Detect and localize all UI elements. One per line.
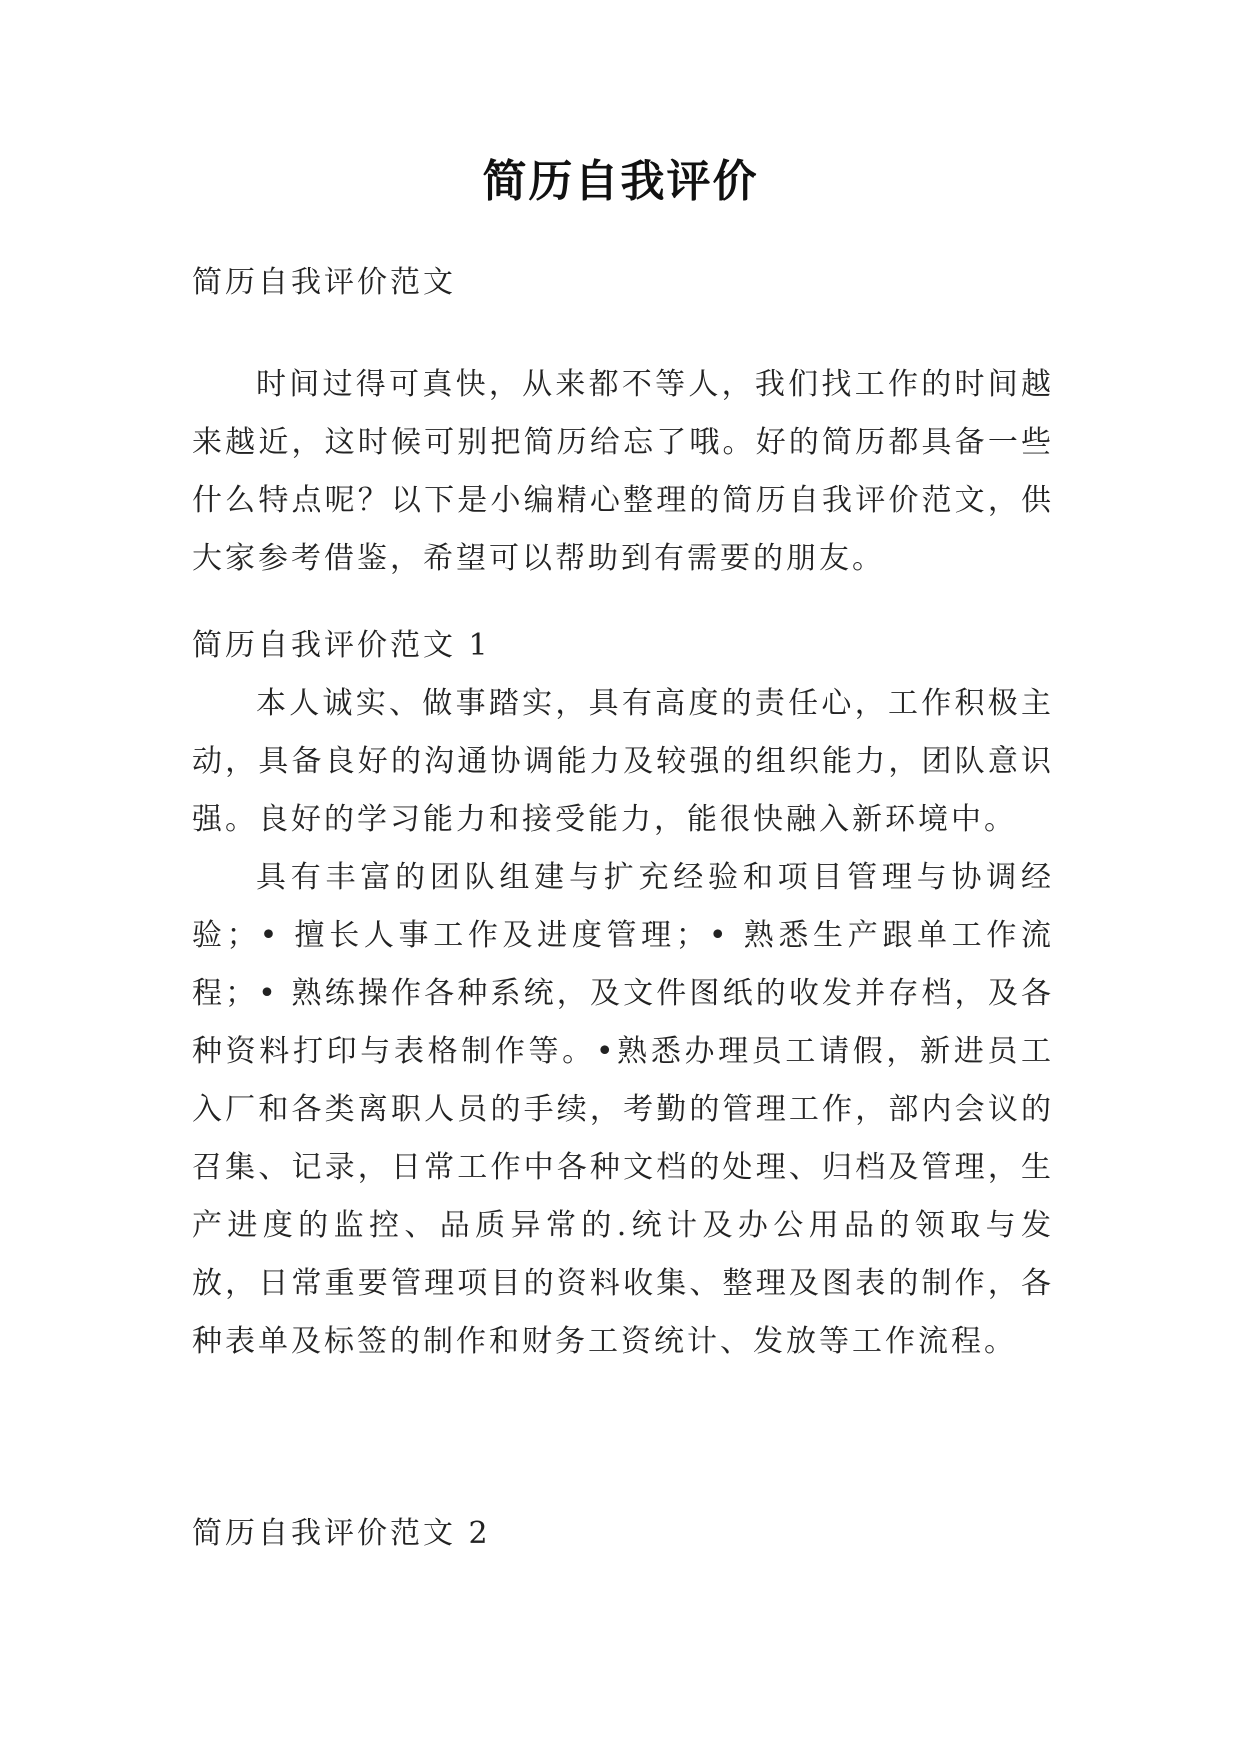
intro-block bbox=[192, 356, 1054, 588]
document-title: 简历自我评价 bbox=[482, 156, 759, 207]
section-1-paragraph-2: 具有丰富的团队组建与扩充经验和项目管理与协调经验；• 擅长人事工作及进度管理；• 熟悉生产跟单工作流程；• 熟练操作各种系统，及文件图纸的收发并存档，及各种资料打印与表格制作等。•熟悉办理员工请假，新进员工入厂和各类离职人员的手续，考勤的管理工作，部内会议的召集、记录，日常工作中各种文档的处理、归档及管理，生产进度的监控、品质异常的.统计及办公用品的领取与发放，日常重要管理项目的资料收集、整理及图表的制作，各种表单及标签的制作和财务工资统计、发放等工作流程。 bbox=[192, 860, 1054, 1359]
section-1-paragraph-1: 本人诚实、做事踏实，具有高度的责任心，工作积极主动，具备良好的沟通协调能力及较强的组织能力，团队意识强。良好的学习能力和接受能力，能很快融入新环境中。 bbox=[192, 686, 1054, 837]
section-heading-2: 简历自我评价范文 2 bbox=[192, 1516, 491, 1551]
section-1-body bbox=[192, 675, 1054, 1371]
intro-paragraph: 时间过得可真快，从来都不等人，我们找工作的时间越来越近，这时候可别把简历给忘了哦。好的简历都具备一些什么特点呢？以下是小编精心整理的简历自我评价范文，供大家参考借鉴，希望可以帮助到有需要的朋友。 bbox=[192, 367, 1054, 576]
subtitle: 简历自我评价范文 bbox=[192, 265, 456, 300]
section-heading-1: 简历自我评价范文 1 bbox=[192, 628, 491, 663]
